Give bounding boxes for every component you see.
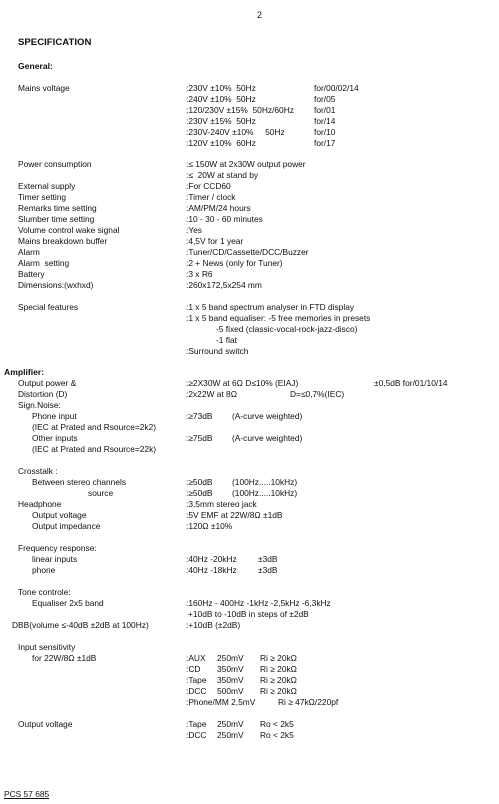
spec-label: Slumber time setting: [18, 214, 95, 224]
spec-label: Battery: [18, 269, 45, 279]
phone-input-value: :≥73dB: [186, 411, 213, 421]
outv-source: :Tape: [186, 719, 207, 729]
special-value: :1 x 5 band spectrum analyser in FTD display: [186, 302, 355, 312]
sens-ri: Ri ≥ 20kΩ: [260, 675, 297, 685]
mains-variant: for/17: [314, 138, 336, 148]
mains-voltage-label: Mains voltage: [18, 83, 70, 93]
phone-input-label: Phone input: [32, 411, 77, 421]
other-inputs-condition: (IEC at Prated and Rsource=22k): [32, 444, 157, 454]
outv-level: 250mV: [217, 730, 244, 740]
sens-level: 250mV: [217, 653, 244, 663]
phone-input-note: (A-curve weighted): [232, 411, 303, 421]
mains-variant: for/10: [314, 127, 336, 137]
spec-value: :2 + News (only for Tuner): [186, 258, 283, 268]
spec-value: :4,5V for 1 year: [186, 236, 244, 246]
spec-value: :Tuner/CD/Cassette/DCC/Buzzer: [186, 247, 309, 257]
linear-inputs-label: linear inputs: [32, 554, 78, 564]
input-sensitivity-label: Input sensitivity: [18, 642, 76, 652]
linear-inputs-note: ±3dB: [258, 554, 278, 564]
sens-phone: :Phone/MM 2,5mV: [186, 697, 256, 707]
power-consumption-label: Power consumption: [18, 159, 92, 169]
equaliser-label: Equaliser 2x5 band: [32, 598, 104, 608]
linear-inputs-value: :40Hz -20kHz: [186, 554, 237, 564]
output-power-label: Output power &: [18, 378, 77, 388]
mains-value: :240V ±10% 50Hz: [186, 94, 256, 104]
distortion-note: D=≤0,7%(IEC): [290, 389, 345, 399]
sign-noise-label: Sign.Noise:: [18, 400, 61, 410]
special-value: -5 fixed (classic-vocal-rock-jazz-disco): [216, 324, 358, 334]
spec-value: :260x172,5x254 mm: [186, 280, 262, 290]
output-power-value: :≥2X30W at 6Ω D≤10% (EIAJ): [186, 378, 299, 388]
spec-value: :Yes: [186, 225, 202, 235]
other-inputs-note: (A-curve weighted): [232, 433, 303, 443]
phone-value: :40Hz -18kHz: [186, 565, 237, 575]
phone-label: phone: [32, 565, 56, 575]
spec-label: Dimensions:(wxhxd): [18, 280, 94, 290]
other-inputs-value: :≥75dB: [186, 433, 213, 443]
spec-value: :For CCD60: [186, 181, 231, 191]
equaliser-value: :160Hz - 400Hz -1kHz -2,5kHz -6,3kHz: [186, 598, 331, 608]
spec-label: Timer setting: [18, 192, 67, 202]
dbb-value: :+10dB (±2dB): [186, 620, 241, 630]
tone-control-label: Tone controle:: [18, 587, 71, 597]
source-value: :≥50dB: [186, 488, 213, 498]
sens-ri: Ri ≥ 20kΩ: [260, 664, 297, 674]
sens-level: 350mV: [217, 664, 244, 674]
mains-value: :230V ±10% 50Hz: [186, 83, 256, 93]
power-value: :≤ 20W at stand by: [186, 170, 259, 180]
spec-value: :Timer / clock: [186, 192, 236, 202]
sens-source: :DCC: [186, 686, 207, 696]
mains-variant: for/05: [314, 94, 336, 104]
spec-value: :AM/PM/24 hours: [186, 203, 251, 213]
sens-ri: Ri ≥ 20kΩ: [260, 653, 297, 663]
other-inputs-label: Other inputs: [32, 433, 78, 443]
frequency-response-label: Frequency response:: [18, 543, 97, 553]
hp-output-voltage-label: Output voltage: [32, 510, 87, 520]
mains-variant: for/01: [314, 105, 336, 115]
mains-variant: for/14: [314, 116, 336, 126]
spec-value: :3 x R6: [186, 269, 213, 279]
spec-value: :10 - 30 - 60 minutes: [186, 214, 263, 224]
page-number: 2: [257, 10, 263, 20]
headphone-value: :3,5mm stereo jack: [186, 499, 257, 509]
special-features-label: Special features: [18, 302, 79, 312]
equaliser-steps: +10dB to -10dB in steps of ±2dB: [188, 609, 309, 619]
dbb-label: DBB(volume ≤-40dB ±2dB at 100Hz): [12, 620, 149, 630]
mains-value: :230V ±15% 50Hz: [186, 116, 256, 126]
spec-label: Mains breakdown buffer: [18, 236, 108, 246]
amplifier-heading: Amplifier:: [4, 367, 45, 377]
spec-label: Volume control wake signal: [18, 225, 120, 235]
special-value: -1 flat: [216, 335, 237, 345]
spec-label: Alarm: [18, 247, 40, 257]
general-heading: General:: [18, 61, 53, 71]
source-label: source: [88, 488, 114, 498]
between-channels-value: :≥50dB: [186, 477, 213, 487]
special-value: :Surround switch: [186, 346, 249, 356]
crosstalk-label: Crosstalk :: [18, 466, 58, 476]
hp-output-voltage-value: :5V EMF at 22W/8Ω ±1dB: [186, 510, 283, 520]
sens-level: 350mV: [217, 675, 244, 685]
between-channels-label: Between stereo channels: [32, 477, 127, 487]
document-code: PCS 57 685: [4, 789, 50, 799]
hp-output-impedance-label: Output impedance: [32, 521, 101, 531]
sens-source: :Tape: [186, 675, 207, 685]
outv-source: :DCC: [186, 730, 207, 740]
sens-level: 500mV: [217, 686, 244, 696]
headphone-label: Headphone: [18, 499, 62, 509]
spec-label: Alarm setting: [18, 258, 70, 268]
spec-label: External supply: [18, 181, 76, 191]
source-note: (100Hz.....10kHz): [232, 488, 298, 498]
distortion-label: Distortion (D): [18, 389, 68, 399]
special-value: :1 x 5 band equaliser: -5 free memories in presets: [186, 313, 371, 323]
spec-label: Remarks time setting: [18, 203, 97, 213]
between-channels-note: (100Hz.....10kHz): [232, 477, 298, 487]
sens-ri: Ri ≥ 20kΩ: [260, 686, 297, 696]
mains-value: :120/230V ±15% 50Hz/60Hz: [186, 105, 294, 115]
input-sensitivity-condition: for 22W/8Ω ±1dB: [32, 653, 97, 663]
sens-source: :AUX: [186, 653, 206, 663]
outv-ro: Ro < 2k5: [260, 719, 294, 729]
distortion-value: :2x22W at 8Ω: [186, 389, 237, 399]
hp-output-impedance-value: :120Ω ±10%: [186, 521, 233, 531]
mains-value: :120V ±10% 60Hz: [186, 138, 256, 148]
output-power-note: ±0,5dB for/01/10/14: [374, 378, 448, 388]
mains-variant: for/00/02/14: [314, 83, 359, 93]
phone-input-condition: (IEC at Prated and Rsource=2k2): [32, 422, 157, 432]
outv-level: 250mV: [217, 719, 244, 729]
outv-ro: Ro < 2k5: [260, 730, 294, 740]
page-title: SPECIFICATION: [18, 37, 92, 48]
sens-phone-ri: Ri ≥ 47kΩ/220pf: [278, 697, 339, 707]
power-value: :≤ 150W at 2x30W output power: [186, 159, 306, 169]
phone-note: ±3dB: [258, 565, 278, 575]
output-voltage-label: Output voltage: [18, 719, 73, 729]
sens-source: :CD: [186, 664, 201, 674]
mains-value: :230V-240V ±10% 50Hz: [186, 127, 285, 137]
